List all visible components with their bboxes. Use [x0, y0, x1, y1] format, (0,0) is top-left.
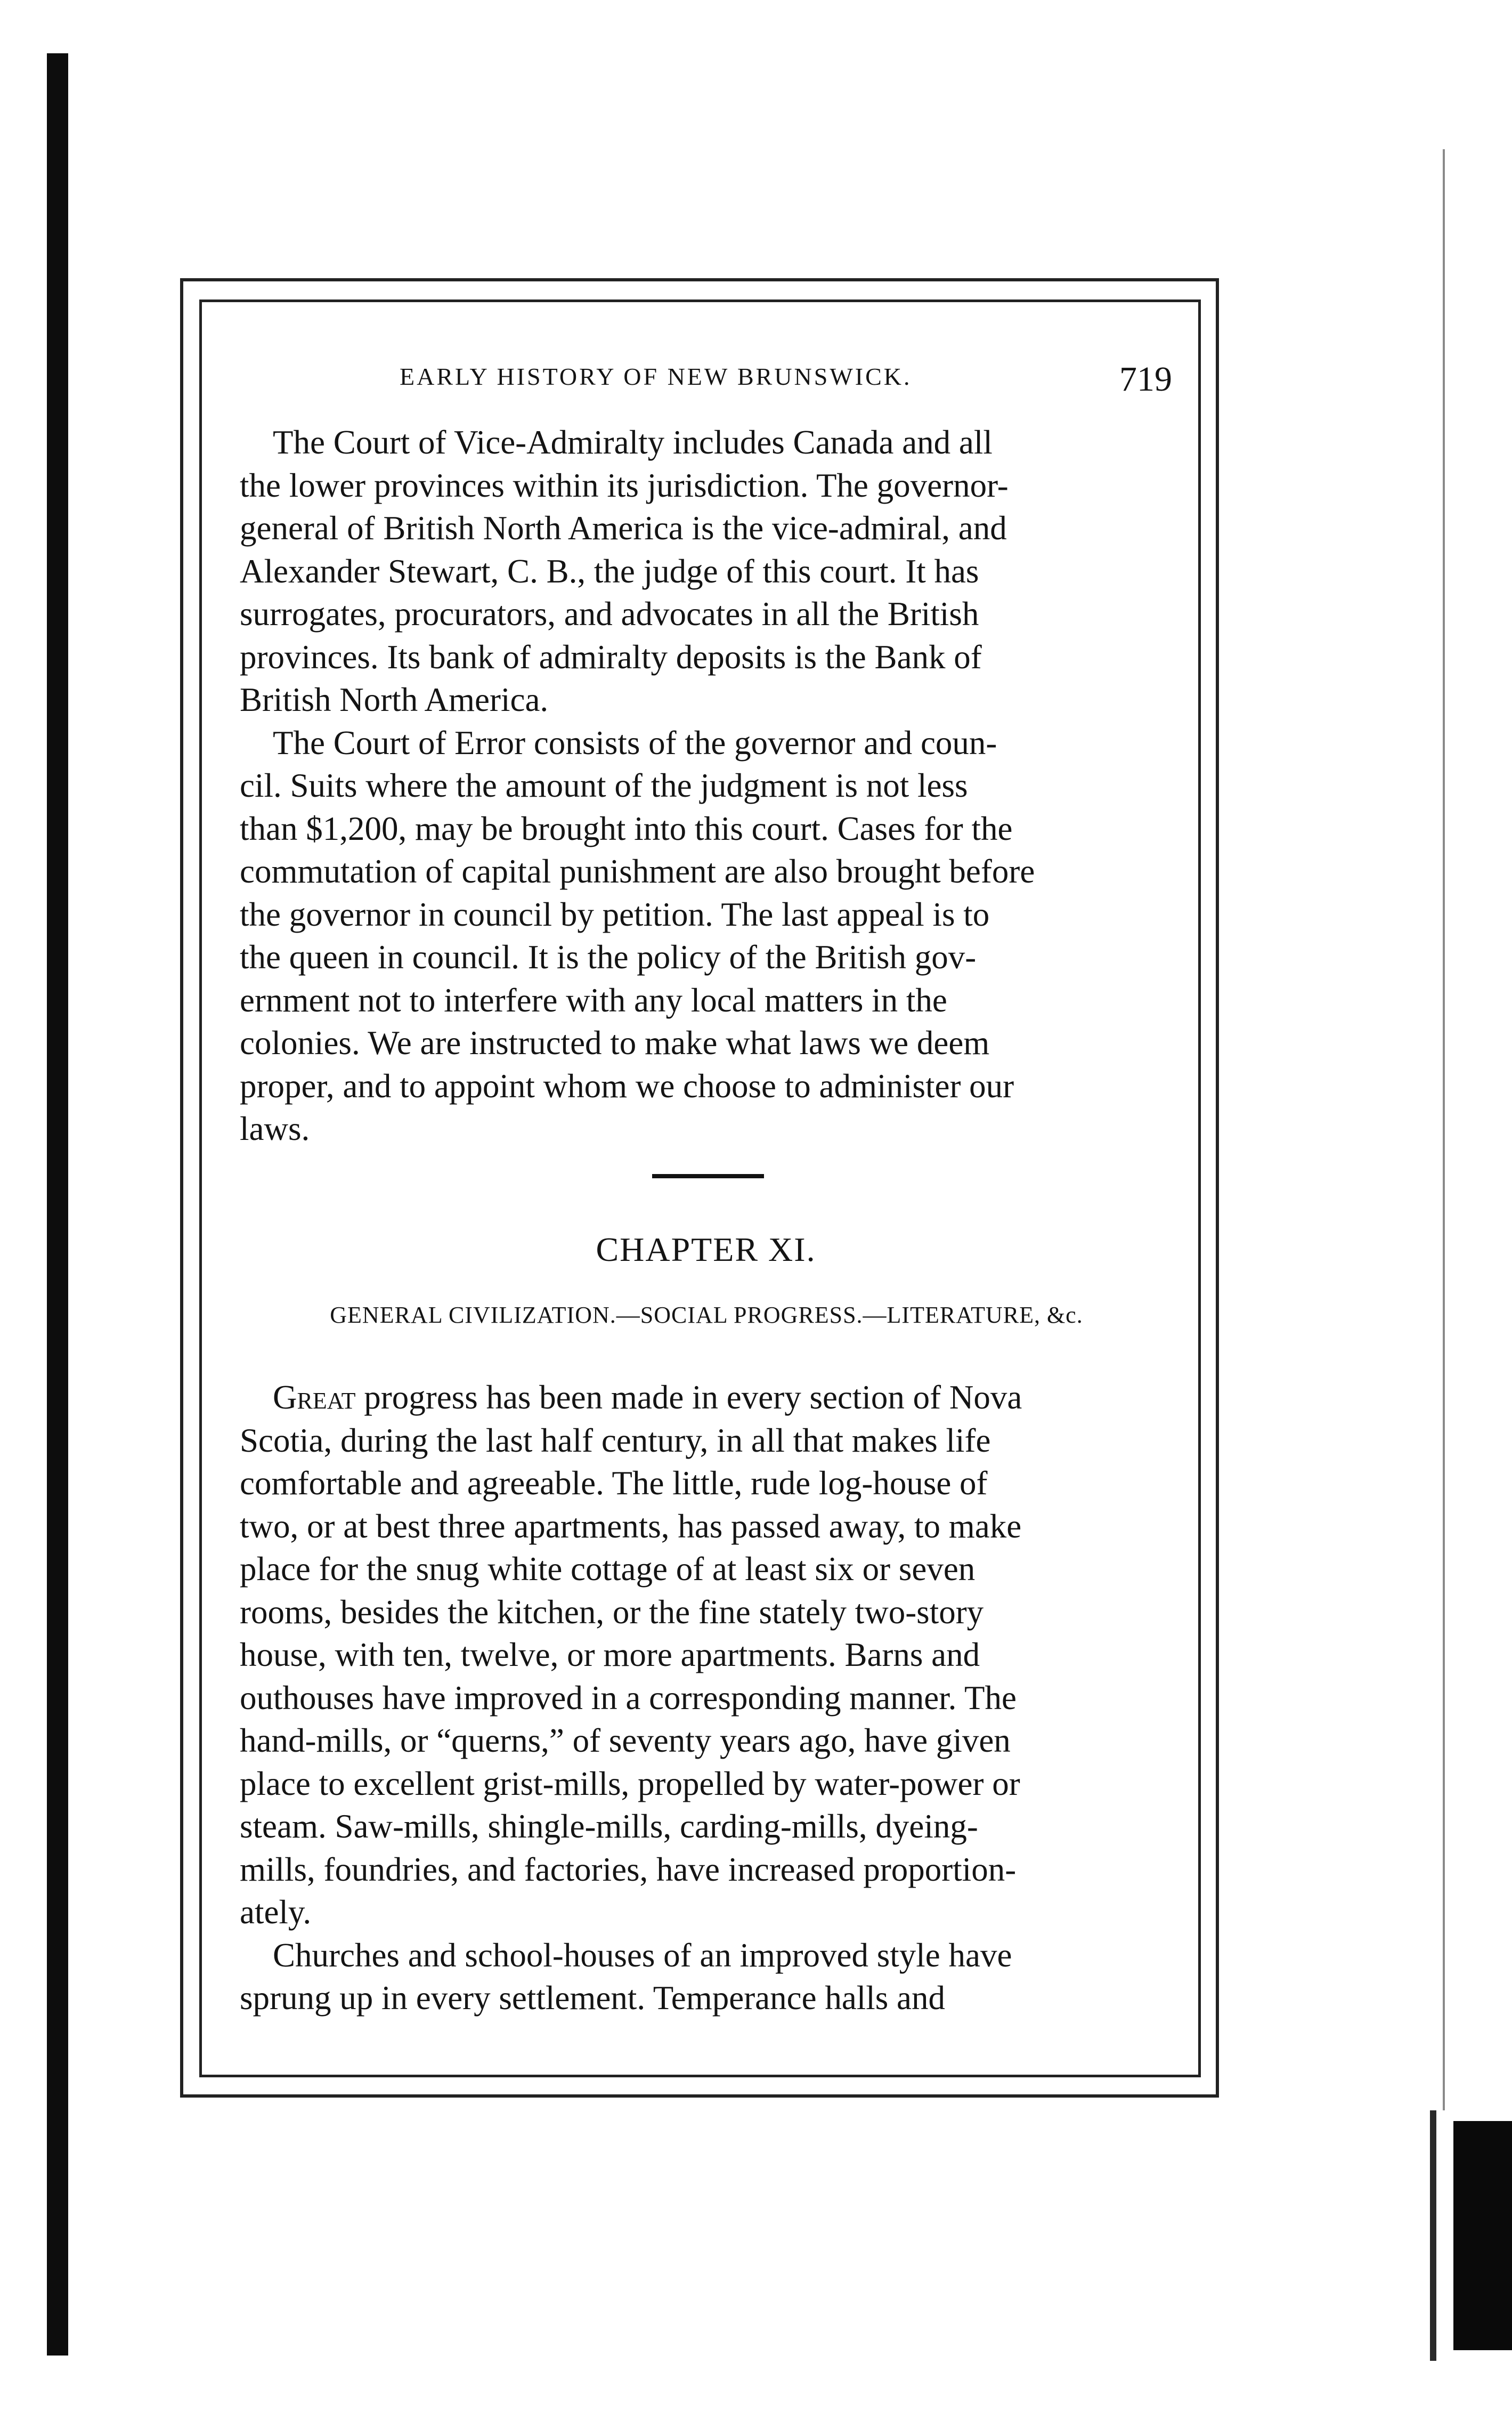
text-line: outhouses have improved in a corresponding manner. The [240, 1679, 1017, 1717]
text-line: surrogates, procurators, and advocates in all the British [240, 595, 979, 633]
body-text-top [240, 421, 1167, 1151]
text-line: mills, foundries, and factories, have increased proportion- [240, 1850, 1017, 1888]
text-line: than $1,200, may be brought into this court. Cases for the [240, 810, 1013, 847]
text-line: ernment not to interfere with any local matters in the [240, 981, 947, 1019]
text-line-rest: progress has been made in every section of Nova [355, 1379, 1022, 1416]
text-line: British North America. [240, 681, 549, 718]
text-line: sprung up in every settlement. Temperance halls and [240, 1979, 946, 2017]
chapter-subtitle: GENERAL CIVILIZATION.—SOCIAL PROGRESS.—LITERATURE, &c. [330, 1302, 1083, 1328]
text-line: The Court of Vice-Admiralty includes Canada and all [273, 424, 993, 461]
section-divider [652, 1174, 764, 1178]
text-line: the governor in council by petition. The last appeal is to [240, 895, 990, 933]
text-line: general of British North America is the vice-admiral, and [240, 509, 1007, 547]
text-line: laws. [240, 1110, 310, 1147]
chapter-title: CHAPTER XI. [596, 1231, 816, 1268]
text-line: place for the snug white cottage of at least six or seven [240, 1550, 976, 1588]
text-line: Churches and school-houses of an improved style have [273, 1936, 1012, 1974]
text-line: place to excellent grist-mills, propelled by water-power or [240, 1765, 1020, 1802]
running-head [240, 359, 1172, 402]
text-line: two, or at best three apartments, has passed away, to make [240, 1507, 1022, 1545]
running-title: EARLY HISTORY OF NEW BRUNSWICK. [400, 363, 912, 390]
text-line: the queen in council. It is the policy of the British gov- [240, 938, 977, 976]
text-line: hand-mills, or “querns,” of seventy years ago, have given [240, 1722, 1011, 1759]
text-line: The Court of Error consists of the governor and coun- [273, 724, 997, 762]
scan-block-right [1453, 2121, 1512, 2350]
text-line: comfortable and agreeable. The little, rude log-house of [240, 1464, 988, 1502]
lead-word: Great [273, 1379, 356, 1416]
text-line: rooms, besides the kitchen, or the fine stately two-story [240, 1593, 984, 1631]
text-line: commutation of capital punishment are also brought before [240, 853, 1035, 890]
text-line: provinces. Its bank of admiralty deposits is the Bank of [240, 638, 982, 676]
page-edge-right [1443, 149, 1445, 2110]
text-line: the lower provinces within its jurisdiction. The governor- [240, 466, 1009, 504]
text-line: steam. Saw-mills, shingle-mills, carding-mills, dyeing- [240, 1808, 978, 1845]
page-edge-shadow-left [47, 53, 68, 2356]
text-line: cil. Suits where the amount of the judgment is not less [240, 767, 968, 804]
page-number: 719 [1119, 360, 1172, 399]
text-line: ately. [240, 1893, 312, 1931]
text-line: house, with ten, twelve, or more apartments. Barns and [240, 1636, 980, 1673]
body-text-chapter [240, 1376, 1167, 2020]
text-line: Scotia, during the last half century, in all that makes life [240, 1421, 991, 1459]
text-line: colonies. We are instructed to make what laws we deem [240, 1024, 990, 1062]
text-line [240, 1376, 1167, 1419]
scan-mark-right [1430, 2110, 1436, 2361]
text-line: proper, and to appoint whom we choose to administer our [240, 1067, 1014, 1105]
text-line: Alexander Stewart, C. B., the judge of this court. It has [240, 552, 979, 590]
